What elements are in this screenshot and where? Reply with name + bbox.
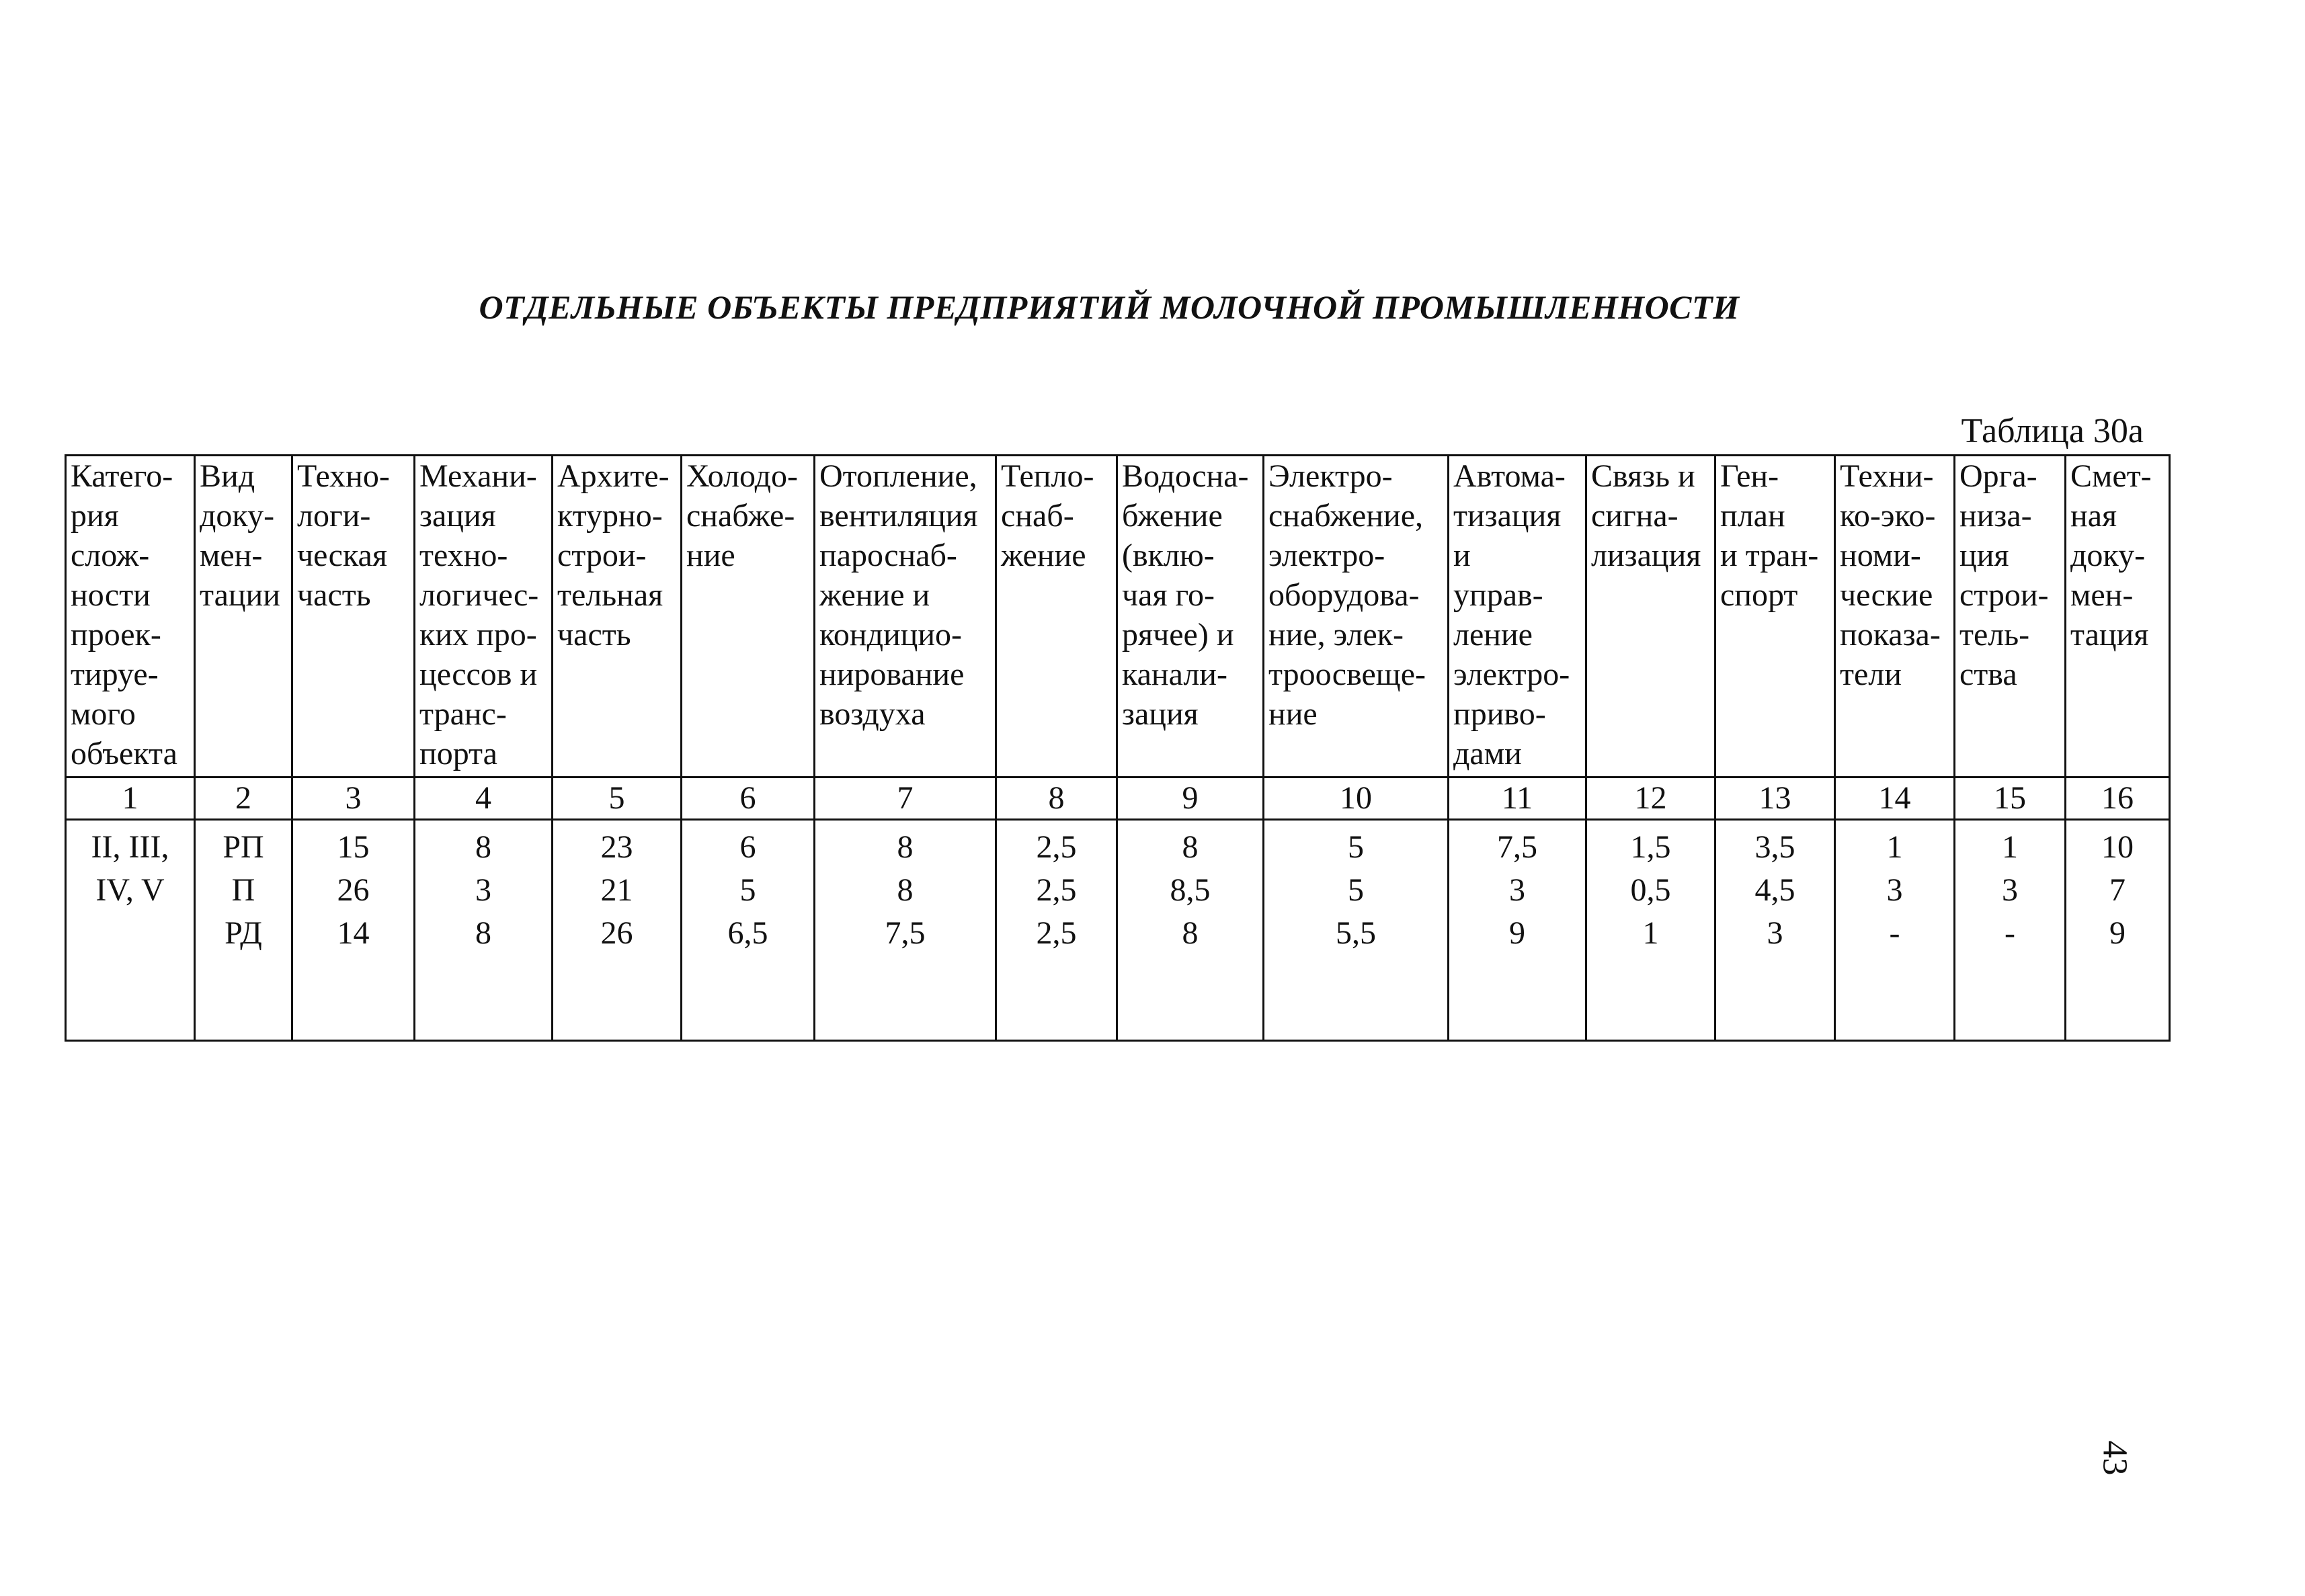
- column-number: 3: [292, 778, 415, 820]
- data-row: [66, 820, 2170, 1041]
- data-cell: 7,5 3 9: [1449, 820, 1586, 1041]
- header-cell: Водосна- бжение (вклю- чая го- рячее) и канали- зация: [1117, 456, 1264, 778]
- data-cell: 1 3 -: [1835, 820, 1955, 1041]
- column-number: 2: [195, 778, 292, 820]
- data-cell: 15 26 14: [292, 820, 415, 1041]
- header-cell: Связь и сигна- лизация: [1586, 456, 1715, 778]
- header-cell: Отопление, вентиляция пароснаб- жение и кондицио- нирование воздуха: [815, 456, 996, 778]
- header-cell: Автома- тизация и управ- ление электро- приво- дами: [1449, 456, 1586, 778]
- column-number: 10: [1264, 778, 1449, 820]
- norms-table: [65, 454, 2171, 1042]
- column-number: 7: [815, 778, 996, 820]
- column-number: 13: [1715, 778, 1835, 820]
- column-number-row: [66, 778, 2170, 820]
- header-cell: Техни- ко-эко- номи- ческие показа- тели: [1835, 456, 1955, 778]
- column-number: 14: [1835, 778, 1955, 820]
- data-cell: 1,5 0,5 1: [1586, 820, 1715, 1041]
- data-cell: 2,5 2,5 2,5: [996, 820, 1117, 1041]
- header-cell: Орга- низа- ция строи- тель- ства: [1955, 456, 2066, 778]
- header-cell: Смет- ная доку- мен- тация: [2066, 456, 2170, 778]
- header-row: [66, 456, 2170, 778]
- data-cell: II, III, IV, V: [66, 820, 195, 1041]
- header-cell: Механи- зация техно- логичес- ких про- цессов и транс- порта: [415, 456, 553, 778]
- data-cell: 10 7 9: [2066, 820, 2170, 1041]
- table-label: Таблица 30а: [1961, 412, 2144, 450]
- data-cell: 6 5 6,5: [682, 820, 815, 1041]
- header-cell: Техно- логи- ческая часть: [292, 456, 415, 778]
- column-number: 8: [996, 778, 1117, 820]
- column-number: 6: [682, 778, 815, 820]
- column-number: 11: [1449, 778, 1586, 820]
- column-number: 16: [2066, 778, 2170, 820]
- column-number: 5: [553, 778, 682, 820]
- header-cell: Тепло- снаб- жение: [996, 456, 1117, 778]
- header-cell: Ген- план и тран- спорт: [1715, 456, 1835, 778]
- column-number: 12: [1586, 778, 1715, 820]
- data-cell: 3,5 4,5 3: [1715, 820, 1835, 1041]
- data-cell: 1 3 -: [1955, 820, 2066, 1041]
- column-number: 15: [1955, 778, 2066, 820]
- header-cell: Холодо- снабже- ние: [682, 456, 815, 778]
- column-number: 9: [1117, 778, 1264, 820]
- data-cell: 5 5 5,5: [1264, 820, 1449, 1041]
- page-number: 43: [2095, 1440, 2134, 1476]
- data-cell: 23 21 26: [553, 820, 682, 1041]
- header-cell: Вид доку- мен- тации: [195, 456, 292, 778]
- column-number: 1: [66, 778, 195, 820]
- data-cell: 8 8 7,5: [815, 820, 996, 1041]
- header-cell: Катего- рия слож- ности проек- тируе- мого объекта: [66, 456, 195, 778]
- column-number: 4: [415, 778, 553, 820]
- data-cell: РП П РД: [195, 820, 292, 1041]
- data-cell: 8 3 8: [415, 820, 553, 1041]
- data-cell: 8 8,5 8: [1117, 820, 1264, 1041]
- header-cell: Архите- ктурно- строи- тельная часть: [553, 456, 682, 778]
- page-title: ОТДЕЛЬНЫЕ ОБЪЕКТЫ ПРЕДПРИЯТИЙ МОЛОЧНОЙ ПРОМЫШЛЕННОСТИ: [479, 288, 1740, 326]
- header-cell: Электро- снабжение, электро- оборудова- ние, элек- троосвеще- ние: [1264, 456, 1449, 778]
